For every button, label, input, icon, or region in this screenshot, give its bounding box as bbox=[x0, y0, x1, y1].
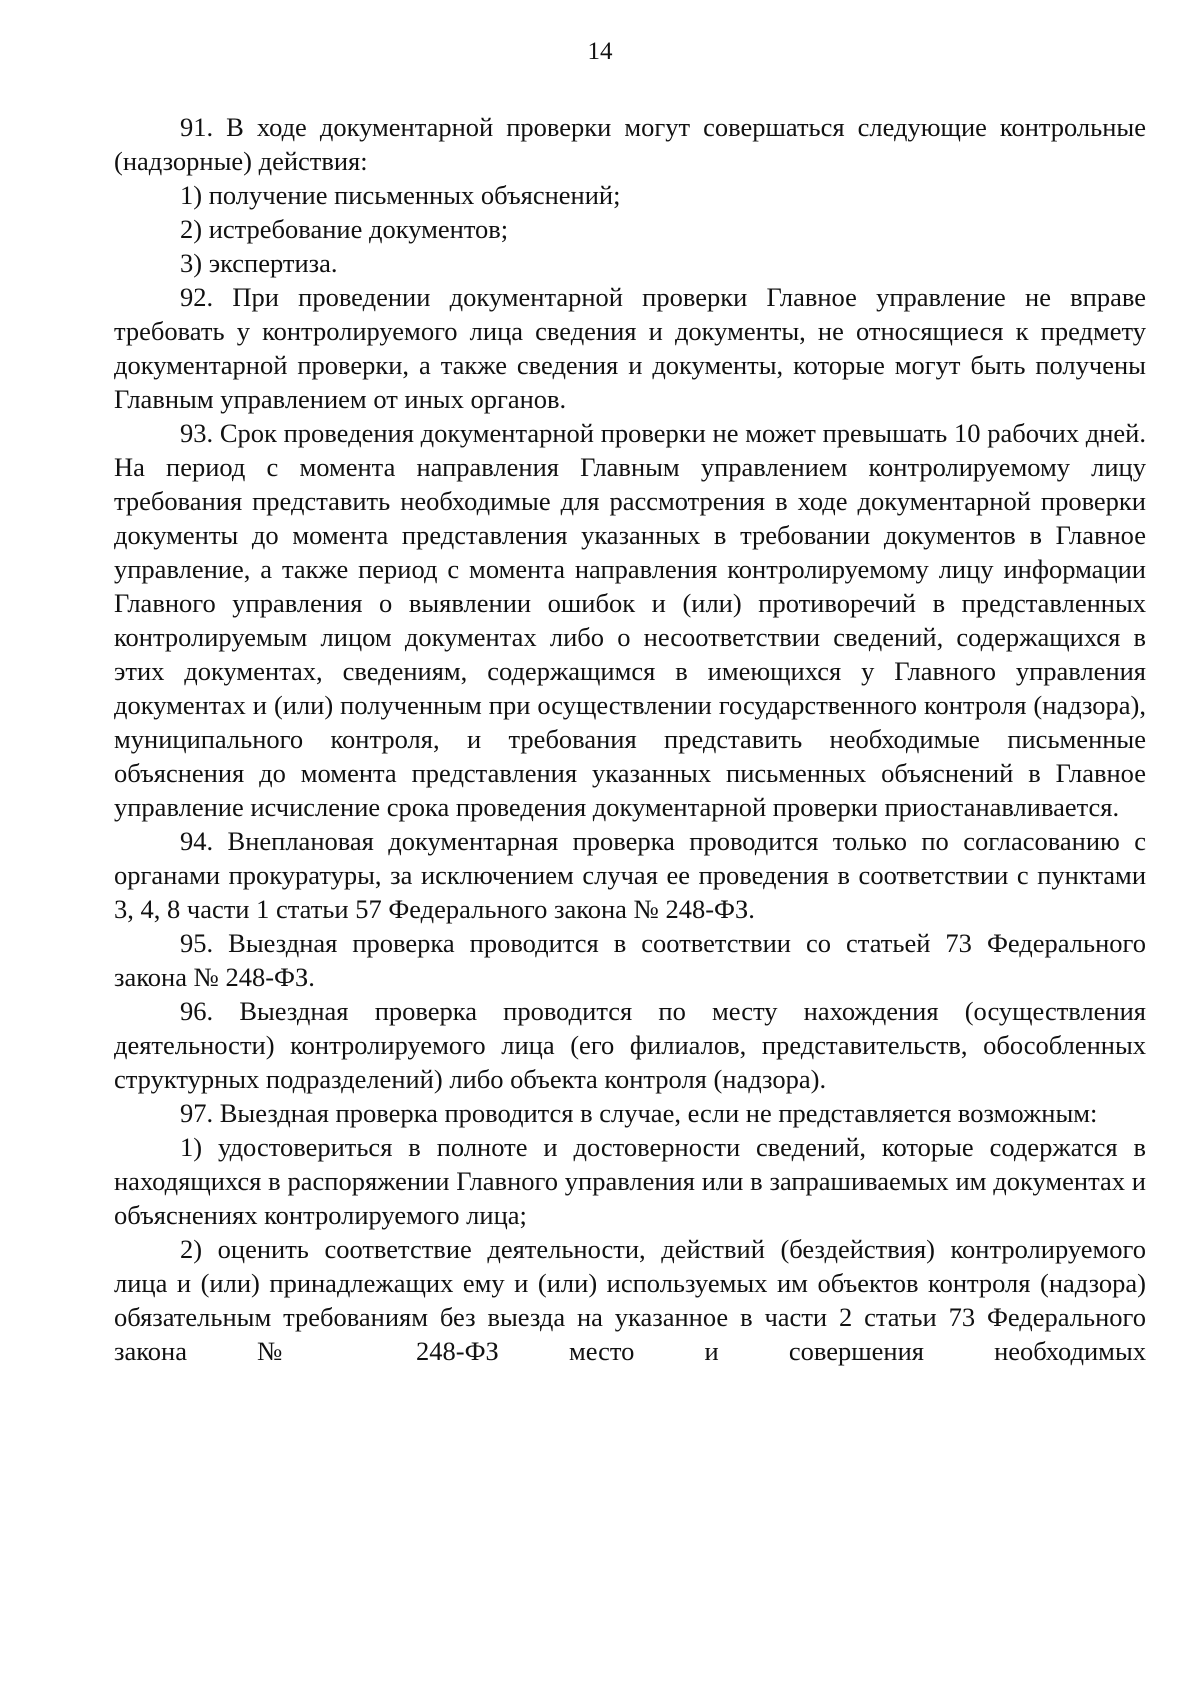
paragraph-96: 96. Выездная проверка проводится по месту нахождения (осуществления деятельности) контролируемого лица (его филиалов, представительств, обособленных структурных подразделений) либо объекта контроля (надзора). bbox=[114, 996, 1146, 1094]
list-item-97-1: 1) удостовериться в полноте и достоверности сведений, которые содержатся в находящихся в распоряжении Главного управления или в запрашиваемых им документах и объяснениях контролируемого лица; bbox=[114, 1132, 1146, 1230]
paragraph-93: 93. Срок проведения документарной проверки не может превышать 10 рабочих дней. На период с момента направления Главным управлением контролируемому лицу требования представить необходимые для рассмотрения в ходе документарной проверки документы до момента представления указанных в требовании документов в Главное управление, а также период с момента направления контролируемому лицу информации Главного управления о выявлении ошибок и (или) противоречий в представленных контролируемым лицом документах либо о несоответствии сведений, содержащихся в этих документах, сведениям, содержащимся в имеющихся у Главного управления документах и (или) полученным при осуществлении государственного контроля (надзора), муниципального контроля, и требования представить необходимые письменные объяснения до момента представления указанных письменных объяснений в Главное управление исчисление срока проведения документарной проверки приостанавливается. bbox=[114, 418, 1146, 822]
document-body bbox=[114, 110, 1146, 1368]
paragraph-91: 91. В ходе документарной проверки могут совершаться следующие контрольные (надзорные) действия: bbox=[114, 112, 1146, 176]
paragraph-97: 97. Выездная проверка проводится в случае, если не представляется возможным: bbox=[180, 1098, 1098, 1128]
paragraph-92: 92. При проведении документарной проверки Главное управление не вправе требовать у контролируемого лица сведения и документы, не относящиеся к предмету документарной проверки, а также сведения и документы, которые могут быть получены Главным управлением от иных органов. bbox=[114, 282, 1146, 414]
paragraph-94: 94. Внеплановая документарная проверка проводится только по согласованию с органами прокуратуры, за исключением случая ее проведения в соответствии с пунктами 3, 4, 8 части 1 статьи 57 Федерального закона № 248-ФЗ. bbox=[114, 826, 1146, 924]
page-number: 14 bbox=[587, 38, 613, 65]
list-item-2: 2) истребование документов; bbox=[180, 214, 509, 244]
list-item-97-2: 2) оценить соответствие деятельности, действий (бездействия) контролируемого лица и (или) принадлежащих ему и (или) используемых им объектов контроля (надзора) обязательным требованиям без выезда на указанное в части 2 статьи 73 Федерального закона № 248-ФЗ место и совершения необходимых bbox=[114, 1234, 1146, 1366]
list-item-1: 1) получение письменных объяснений; bbox=[180, 180, 621, 210]
paragraph-95: 95. Выездная проверка проводится в соответствии со статьей 73 Федерального закона № 248-ФЗ. bbox=[114, 928, 1146, 992]
list-item-3: 3) экспертиза. bbox=[180, 248, 338, 278]
